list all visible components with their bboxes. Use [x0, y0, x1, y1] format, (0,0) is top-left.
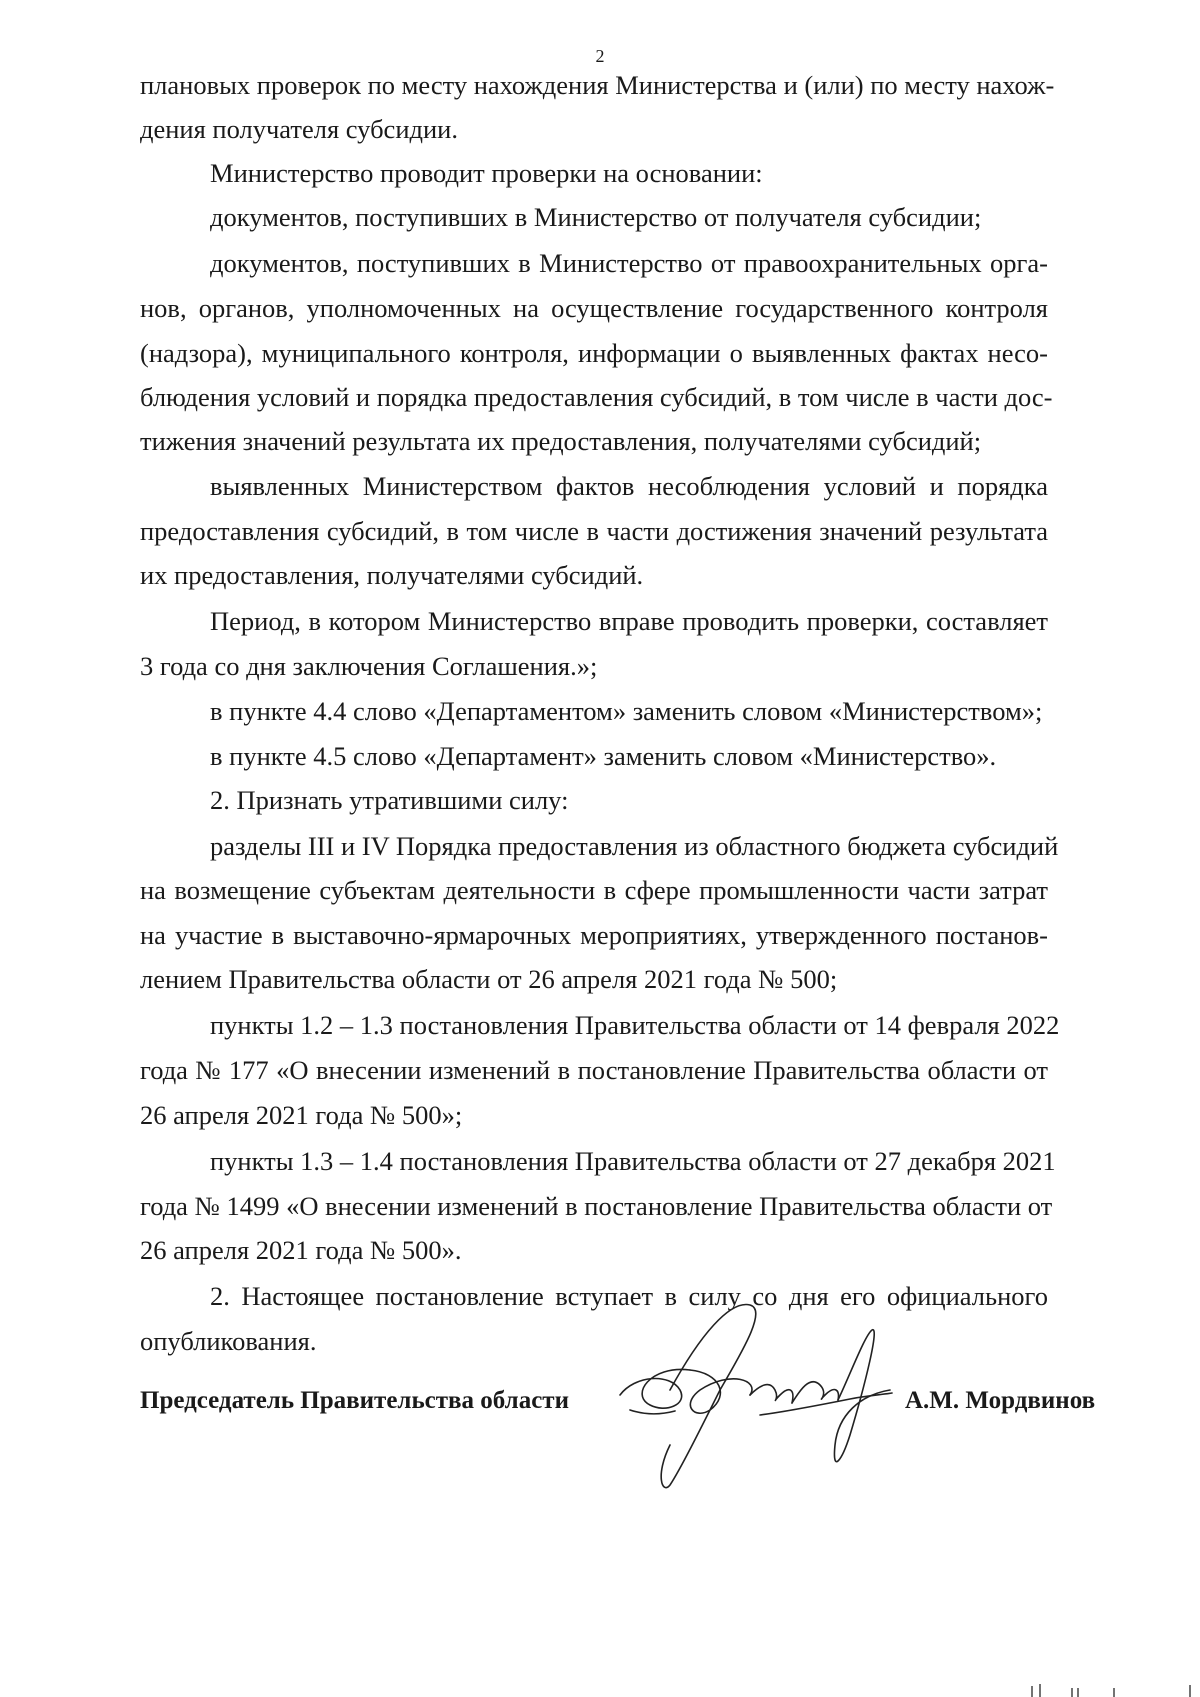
- text-line: тижения значений результата их предоставления, получателями субсидий;: [140, 426, 982, 456]
- text-line: Период, в котором Министерство вправе проводить проверки, составляет: [210, 606, 1048, 636]
- scan-edge-marks: [1030, 1682, 1200, 1697]
- text-line: их предоставления, получателями субсидий.: [140, 560, 644, 590]
- text-line: в пункте 4.4 слово «Департаментом» заменить словом «Министерством»;: [210, 696, 1043, 726]
- text-line: в пункте 4.5 слово «Департамент» заменить словом «Министерство».: [210, 741, 997, 771]
- text-line: на участие в выставочно-ярмарочных мероприятиях, утвержденного постанов-: [140, 920, 1048, 950]
- text-line: документов, поступивших в Министерство от правоохранительных орга-: [210, 248, 1048, 278]
- text-line: 26 апреля 2021 года № 500».: [140, 1235, 462, 1265]
- text-line: дения получателя субсидии.: [140, 114, 458, 144]
- text-line: блюдения условий и порядка предоставления субсидий, в том числе в части дос-: [140, 382, 1053, 412]
- text-line: Министерство проводит проверки на основании:: [210, 158, 763, 188]
- text-line: года № 177 «О внесении изменений в постановление Правительства области от: [140, 1055, 1048, 1085]
- handwritten-signature: [610, 1295, 910, 1505]
- text-line: 2. Признать утратившими силу:: [210, 785, 569, 815]
- text-line: предоставления субсидий, в том числе в части достижения значений результата: [140, 516, 1048, 546]
- text-line: на возмещение субъектам деятельности в сфере промышленности части затрат: [140, 875, 1048, 905]
- text-line: 3 года со дня заключения Соглашения.»;: [140, 651, 598, 681]
- text-line: нов, органов, уполномоченных на осуществление государственного контроля: [140, 293, 1048, 323]
- text-line: документов, поступивших в Министерство от получателя субсидии;: [210, 202, 982, 232]
- text-line: 26 апреля 2021 года № 500»;: [140, 1100, 463, 1130]
- text-line: плановых проверок по месту нахождения Министерства и (или) по месту нахож-: [140, 70, 1055, 100]
- text-line: выявленных Министерством фактов несоблюдения условий и порядка: [210, 471, 1048, 501]
- text-line: разделы III и IV Порядка предоставления из областного бюджета субсидий: [210, 831, 1059, 861]
- text-line: 2. Настоящее постановление вступает в силу со дня его официального: [210, 1281, 1048, 1311]
- page-number: 2: [595, 46, 605, 66]
- text-line: пункты 1.2 – 1.3 постановления Правительства области от 14 февраля 2022: [210, 1010, 1060, 1040]
- signatory-name: А.М. Мордвинов: [905, 1387, 1096, 1414]
- signatory-position: Председатель Правительства области: [140, 1387, 569, 1414]
- text-line: опубликования.: [140, 1326, 317, 1356]
- text-line: (надзора), муниципального контроля, информации о выявленных фактах несо-: [140, 338, 1048, 368]
- text-line: года № 1499 «О внесении изменений в постановление Правительства области от: [140, 1191, 1053, 1221]
- text-line: лением Правительства области от 26 апреля 2021 года № 500;: [140, 964, 838, 994]
- text-line: пункты 1.3 – 1.4 постановления Правительства области от 27 декабря 2021: [210, 1146, 1056, 1176]
